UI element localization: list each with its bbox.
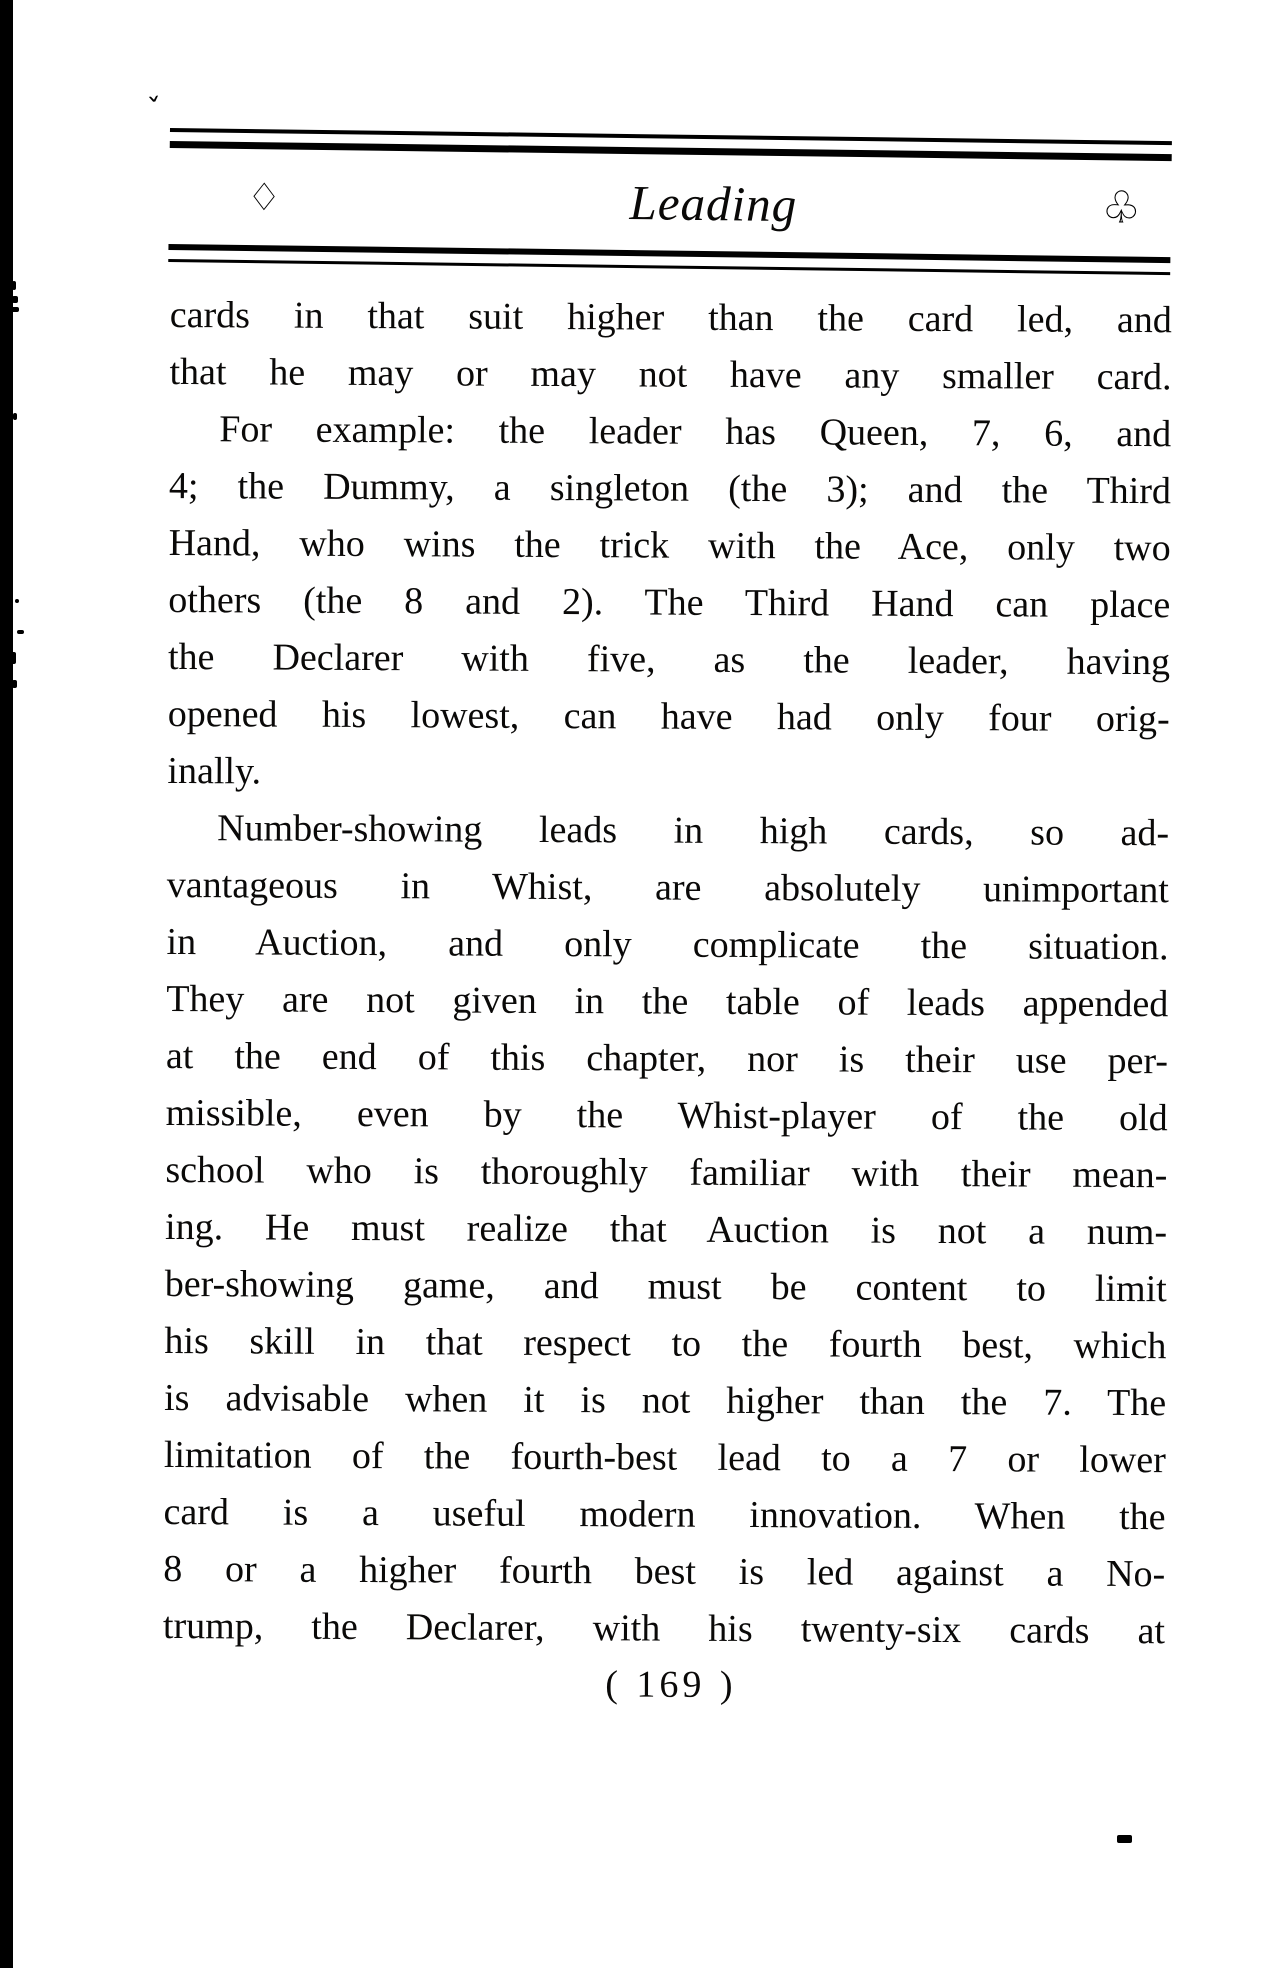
page-content (162, 128, 1172, 1712)
text-line: ing. He must realize that Auction is not a num- (164, 1205, 1168, 1254)
text-line: missible, even by the Whist-player of the old (165, 1091, 1168, 1140)
ink-speck (12, 281, 16, 290)
running-head (168, 128, 1172, 275)
text-line: that he may or may not have any smaller card. (169, 350, 1172, 399)
text-line: vantageous in Whist, are absolutely unimportant (166, 863, 1169, 912)
text-line: 4; the Dummy, a singleton (the 3); and the Third (168, 464, 1172, 513)
text-line: trump, the Declarer, with his twenty-six cards at (162, 1604, 1166, 1653)
ink-speck (1117, 1835, 1132, 1843)
ink-speck (13, 413, 17, 420)
text-line: inally. (167, 749, 262, 793)
text-line: opened his lowest, can have had only four orig- (167, 692, 1170, 741)
ink-speck (4, 1608, 10, 1615)
body-text (163, 287, 1172, 1660)
text-line: the Declarer with five, as the leader, having (167, 635, 1171, 684)
page-title: Leading (629, 174, 798, 232)
text-line: in Auction, and only complicate the situation. (166, 920, 1169, 969)
scan-edge-artifact (0, 0, 13, 1968)
ink-speck (15, 599, 19, 603)
squiggle-artifact: ˇ (145, 92, 166, 129)
header-rule-bottom-thin (168, 259, 1170, 275)
ink-speck (12, 680, 17, 688)
ink-speck (4, 1916, 11, 1922)
ink-speck (17, 630, 24, 634)
text-line: limitation of the fourth-best lead to a 7 or lower (163, 1433, 1166, 1482)
diamond-suit-icon: ♢ (246, 175, 282, 220)
text-line: others (the 8 and 2). The Third Hand can place (168, 578, 1171, 627)
ink-speck (12, 296, 18, 303)
ink-speck (11, 652, 16, 664)
text-line: Hand, who wins the trick with the Ace, only two (168, 521, 1171, 570)
ink-speck (3, 1635, 10, 1644)
club-suit-icon: ♧ (1101, 182, 1142, 234)
text-line: Number-showing leads in high cards, so ad- (217, 807, 1170, 855)
text-line: ber-showing game, and must be content to limit (164, 1262, 1167, 1311)
text-line: For example: the leader has Queen, 7, 6, and (219, 408, 1172, 456)
text-line: school who is thoroughly familiar with their mean- (165, 1148, 1168, 1197)
ink-speck (10, 307, 19, 312)
text-line: cards in that suit higher than the card led, and (169, 293, 1172, 342)
text-line: at the end of this chapter, nor is their use per- (165, 1034, 1169, 1083)
ink-speck (4, 1620, 10, 1629)
text-line: They are not given in the table of leads appended (166, 977, 1169, 1026)
page-number: ( 169 ) (605, 1663, 737, 1706)
running-head-row (168, 148, 1171, 257)
text-line: is advisable when it is not higher than the 7. The (164, 1376, 1167, 1425)
text-line: 8 or a higher fourth best is led against a No- (163, 1547, 1166, 1596)
text-line: card is a useful modern innovation. When the (163, 1490, 1166, 1539)
text-line: his skill in that respect to the fourth best, which (164, 1319, 1167, 1368)
